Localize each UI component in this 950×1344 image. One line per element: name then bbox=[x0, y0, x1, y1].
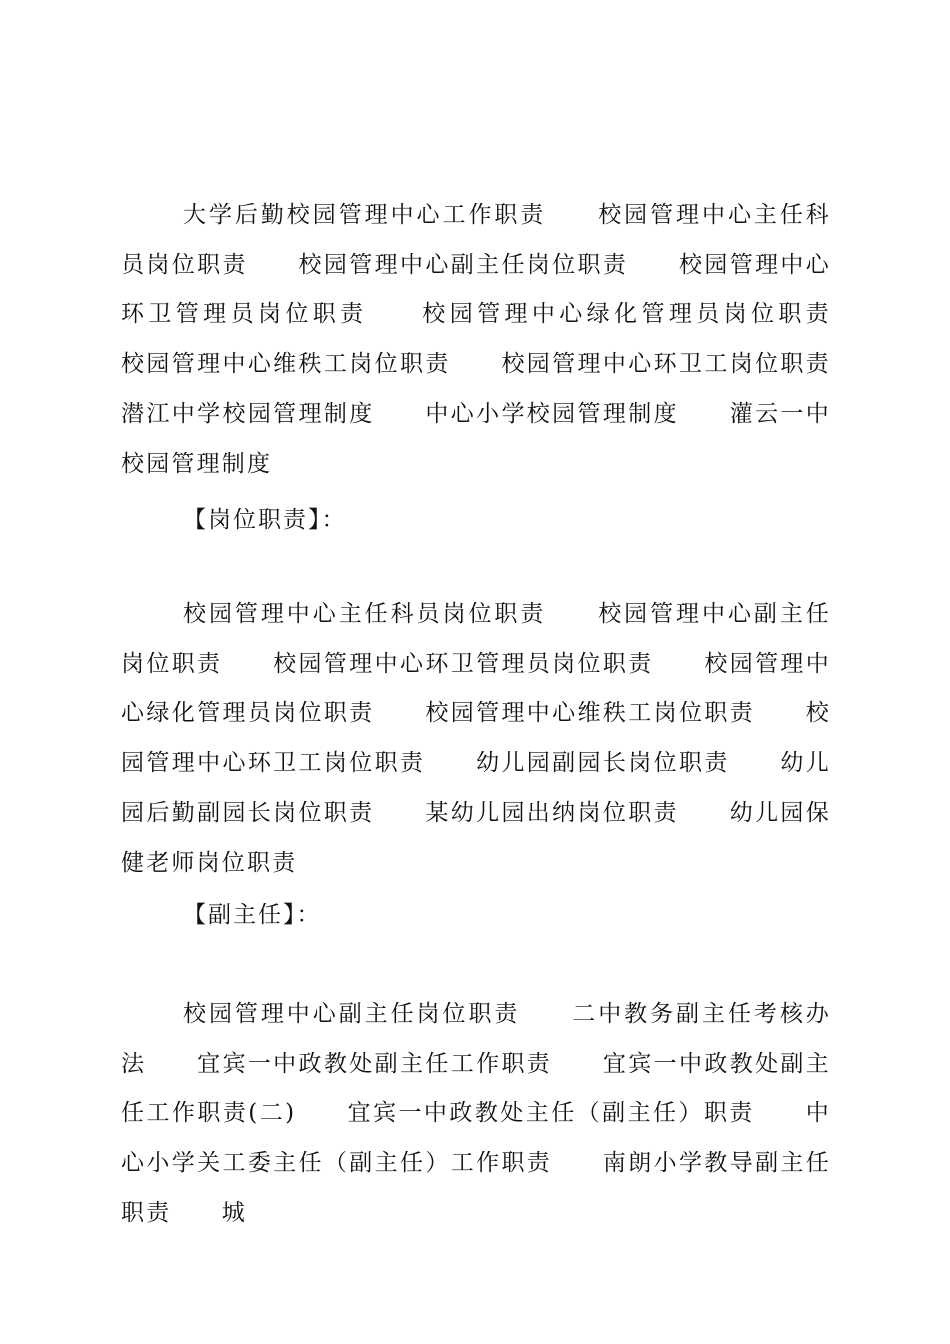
section-heading-deputy-director: 【副主任】： bbox=[183, 902, 322, 928]
paragraph-deputy-director-list: 校园管理中心副主任岗位职责 二中教务副主任考核办法 宜宾一中政教处副主任工作职责 宜宾一中政教处副主任工作职责(二) 宜宾一中政教处主任（副主任）职责 中心小学关工委主任（副主任）工作职责 南朗小学教导副主任职责 城 bbox=[121, 1001, 831, 1226]
paragraph-campus-management-list: 大学后勤校园管理中心工作职责 校园管理中心主任科员岗位职责 校园管理中心副主任岗位职责 校园管理中心环卫管理员岗位职责 校园管理中心绿化管理员岗位职责 校园管理中心维秩工岗位职责 校园管理中心环卫工岗位职责 潜江中学校园管理制度 中心小学校园管理制度 灌云一中校园管理制度 bbox=[121, 202, 882, 477]
section-heading-job-duties: 【岗位职责】： bbox=[183, 507, 347, 533]
paragraph-job-duties-list: 校园管理中心主任科员岗位职责 校园管理中心副主任岗位职责 校园管理中心环卫管理员岗位职责 校园管理中心绿化管理员岗位职责 校园管理中心维秩工岗位职责 校园管理中心环卫工岗位职责 幼儿园副园长岗位职责 幼儿园后勤副园长岗位职责 某幼儿园出纳岗位职责 幼儿园保健老师岗位职责 bbox=[121, 601, 831, 876]
